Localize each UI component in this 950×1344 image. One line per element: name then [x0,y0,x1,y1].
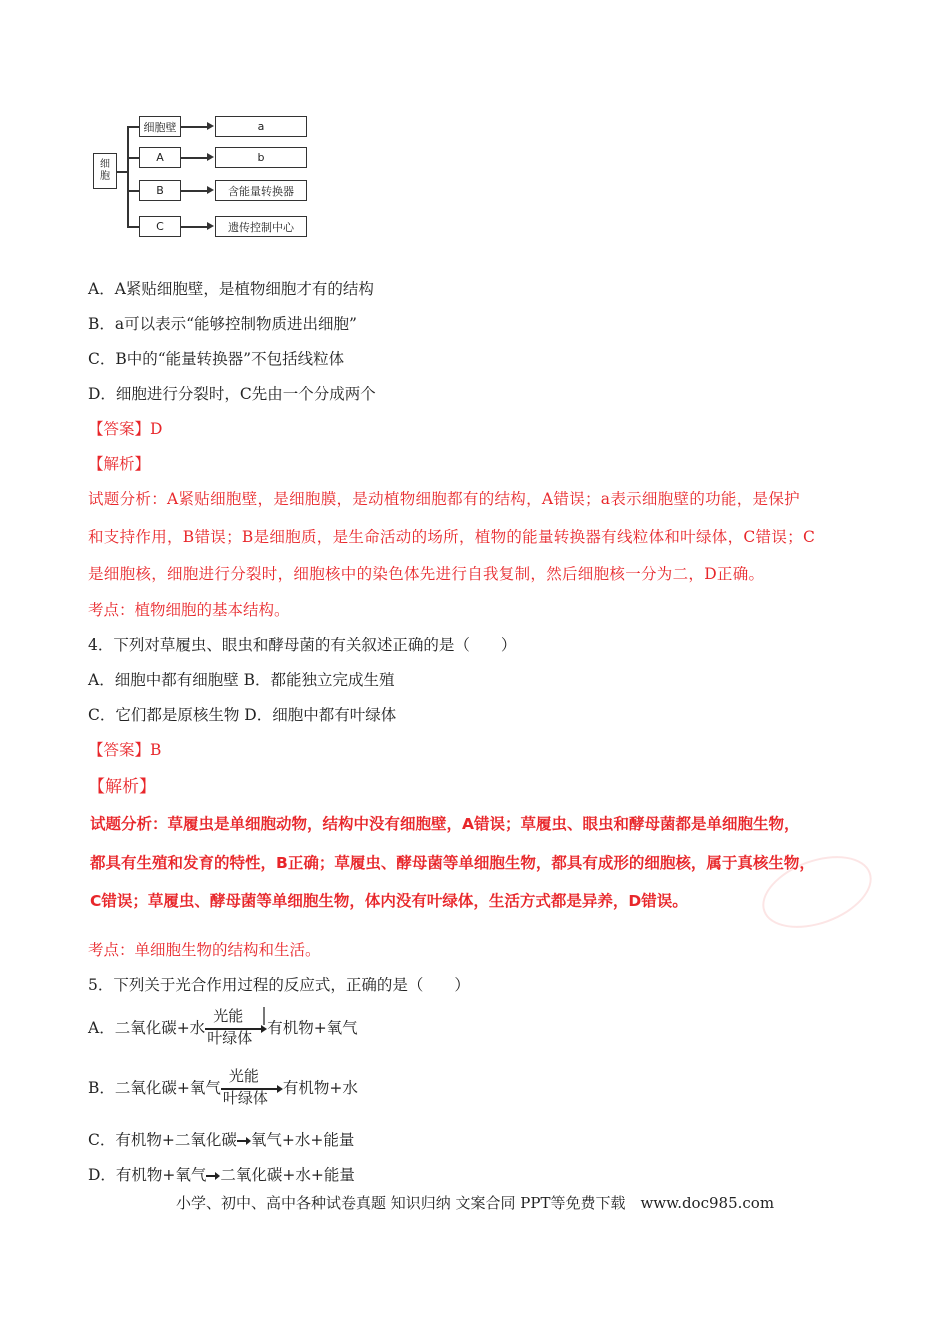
diagram-root-box: 细 胞 [93,153,117,189]
q3-answer-tag: 【答案】 [88,420,151,438]
diagram-left-box-4: C [139,216,181,237]
q4-answer-tag: 【答案】 [88,741,151,759]
diagram-left-box-3: B [139,180,181,201]
q4-options-cd: C．它们都是原核生物 D．细胞中都有叶绿体 [88,706,397,724]
q3-option-d: D．细胞进行分裂时，C先由一个分成两个 [88,385,376,403]
diagram-left-box-2: A [139,147,181,168]
q5-d-left: D．有机物+氧气 [88,1166,207,1184]
q4-analysis-line-3: C错误；草履虫、酵母菌等单细胞生物，体内没有叶绿体，生活方式都是异养，D错误。 [90,892,688,910]
q5-option-b [88,1068,358,1108]
q5-stem: 5．下列关于光合作用过程的反应式，正确的是（ ） [88,976,470,994]
q4-answer-value: B [150,741,162,759]
q5-b-prefix: B．二氧化碳+氧气 [88,1079,221,1097]
q4-analysis-line-2: 都具有生殖和发育的特性，B正确；草履虫、酵母菌等单细胞生物，都具有成形的细胞核，属于真核生物， [90,854,815,872]
q3-answer-value: D [150,420,163,438]
q5-option-d [88,1165,355,1185]
reaction-arrow-b [221,1069,283,1109]
q3-analysis-line-1: 试题分析：A紧贴细胞壁，是细胞膜，是动植物细胞都有的结构，A错误；a表示细胞壁的功能，是保护 [88,490,800,508]
q4-analysis-line-1: 试题分析：草履虫是单细胞动物，结构中没有细胞壁，A错误；草履虫、眼虫和酵母菌都是单细胞生物， [90,815,800,833]
q5-c-left: C．有机物+二氧化碳 [88,1131,237,1149]
q3-option-c: C．B中的“能量转换器”不包括线粒体 [88,350,345,368]
q3-analysis-line-2: 和支持作用，B错误；B是细胞质，是生命活动的场所，植物的能量转换器有线粒体和叶绿体，C错误；C [88,528,816,546]
diagram-left-box-1: 细胞壁 [139,116,181,137]
q3-analysis-line-3: 是细胞核，细胞进行分裂时，细胞核中的染色体先进行自我复制，然后细胞核一分为二，D正确。 [88,565,765,583]
rxn-b-condition-bottom: 叶绿体 [222,1089,268,1107]
q3-point: 考点：植物细胞的基本结构。 [88,601,290,619]
cell-structure-diagram [93,113,311,243]
q4-answer [88,740,161,760]
q3-answer [88,419,162,439]
arrow-icon [206,1171,220,1181]
diagram-right-box-3: 含能量转换器 [215,180,307,201]
rxn-a-condition-bottom: 叶绿体 [207,1029,253,1047]
rxn-a-condition-top: 光能 [213,1007,244,1025]
q4-analysis-tag: 【解析】 [88,777,156,797]
q3-option-a: A．A紧贴细胞壁，是植物细胞才有的结构 [88,280,374,298]
diagram-right-box-1: a [215,116,307,137]
q5-option-c [88,1130,354,1150]
q5-option-a [88,1008,358,1048]
q5-a-prefix: A．二氧化碳+水 [88,1019,206,1037]
q4-point: 考点：单细胞生物的结构和生活。 [88,941,321,959]
rxn-b-condition-top: 光能 [228,1067,259,1085]
page-footer: 小学、初中、高中各种试卷真题 知识归纳 文案合同 PPT等免费下载 www.doc985.com [175,1194,775,1212]
diagram-right-box-2: b [215,147,307,168]
reaction-arrow-a [205,1009,267,1049]
q5-b-suffix: 有机物+水 [282,1079,358,1097]
q4-options-ab: A．细胞中都有细胞壁 B．都能独立完成生殖 [88,671,395,689]
arrow-icon [237,1136,251,1146]
q3-analysis-tag: 【解析】 [88,455,151,473]
q3-option-b: B．a可以表示“能够控制物质进出细胞” [88,315,357,333]
q5-c-right: 氧气+水+能量 [250,1131,355,1149]
q5-a-suffix: 有机物+氧气 [267,1019,358,1037]
q4-stem: 4．下列对草履虫、眼虫和酵母菌的有关叙述正确的是（ ） [88,636,517,654]
q5-d-right: 二氧化碳+水+能量 [220,1166,355,1184]
diagram-right-box-4: 遗传控制中心 [215,216,307,237]
